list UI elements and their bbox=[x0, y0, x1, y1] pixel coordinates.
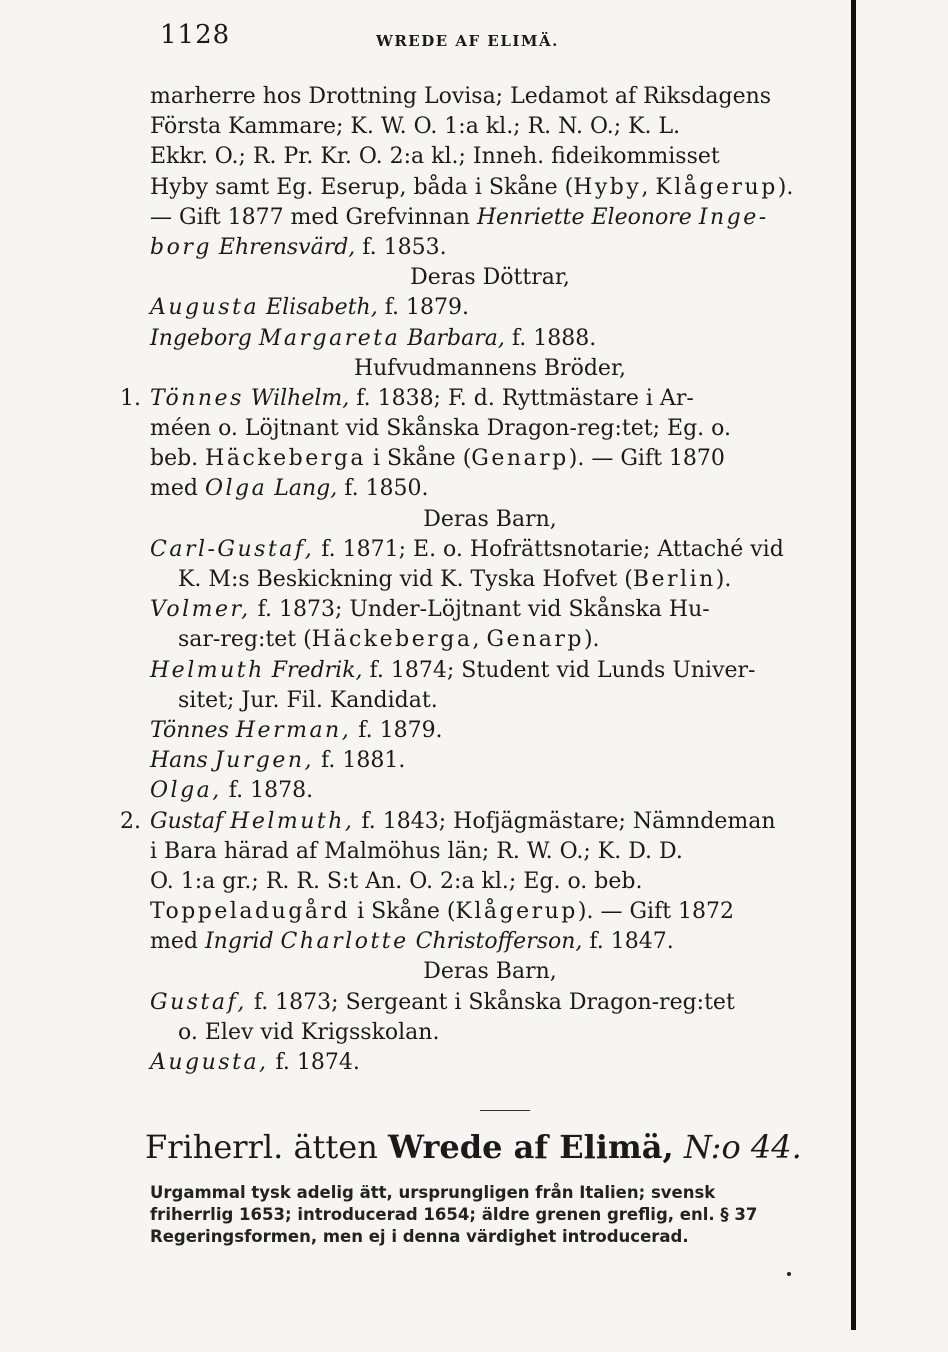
text-line: Hyby samt Eg. Eserup, båda i Skåne (Hyby, Klågerup). bbox=[150, 174, 794, 200]
section-label: Deras Barn, bbox=[423, 506, 557, 532]
intro-line: Regeringsformen, men ej i denna värdighet introducerad. bbox=[150, 1227, 689, 1246]
text-line: Toppeladugård i Skåne (Klågerup). — Gift 1872 bbox=[150, 899, 735, 925]
text-line: o. Elev vid Krigsskolan. bbox=[178, 1019, 440, 1045]
text-line: med Ingrid Charlotte Christofferson, f. 1847. bbox=[150, 929, 674, 955]
person-entry: Helmuth Fredrik, f. 1874; Student vid Lunds Univer- bbox=[150, 657, 756, 683]
section-label: Deras Barn, bbox=[423, 959, 557, 985]
text-line: O. 1:a gr.; R. R. S:t An. O. 2:a kl.; Eg. o. beb. bbox=[150, 868, 643, 894]
intro-line: Urgammal tysk adelig ätt, ursprungligen från Italien; svensk bbox=[150, 1183, 716, 1202]
person-entry: Carl-Gustaf, f. 1871; E. o. Hofrättsnotarie; Attaché vid bbox=[150, 536, 784, 562]
person-entry: Augusta, f. 1874. bbox=[150, 1050, 360, 1075]
text-line: Ekkr. O.; R. Pr. Kr. O. 2:a kl.; Inneh. fideikommisset bbox=[150, 144, 720, 170]
person-entry: 2. Gustaf Helmuth, f. 1843; Hofjägmästare; Nämndeman bbox=[120, 808, 776, 834]
text-line: sitet; Jur. Fil. Kandidat. bbox=[178, 687, 438, 713]
person-entry: Hans Jurgen, f. 1881. bbox=[150, 748, 406, 774]
page-header bbox=[160, 20, 600, 60]
section-label: Hufvudmannens Bröder, bbox=[353, 355, 627, 381]
running-title: WREDE AF ELIMÄ. bbox=[376, 32, 559, 50]
section-divider bbox=[480, 1110, 530, 1111]
person-entry: Augusta Elisabeth, f. 1879. bbox=[150, 295, 470, 321]
person-entry: Volmer, f. 1873; Under-Löjtnant vid Skånska Hu- bbox=[150, 597, 710, 623]
page-number: 1128 bbox=[160, 20, 231, 50]
text-line: beb. Häckeberga i Skåne (Genarp). — Gift 1870 bbox=[150, 446, 725, 472]
text-line: — Gift 1877 med Grefvinnan Henriette Eleonore Inge- bbox=[150, 204, 769, 230]
text-line: marherre hos Drottning Lovisa; Ledamot af Riksdagens bbox=[150, 84, 772, 109]
section-label: Deras Döttrar, bbox=[410, 265, 570, 291]
text-line: i Bara härad af Malmöhus län; R. W. O.; K. D. D. bbox=[150, 838, 683, 864]
person-entry: Ingeborg Margareta Barbara, f. 1888. bbox=[150, 325, 597, 351]
genealogy-text bbox=[120, 82, 830, 1078]
person-entry: Tönnes Herman, f. 1879. bbox=[150, 717, 443, 743]
section-heading: Friherrl. ätten Wrede af Elimä, N:o 44. bbox=[145, 1128, 802, 1166]
text-line: med Olga Lang, f. 1850. bbox=[150, 476, 429, 502]
intro-line: friherrlig 1653; introducerad 1654; äldre grenen greflig, enl. § 37 bbox=[150, 1205, 758, 1224]
person-entry: Gustaf, f. 1873; Sergeant i Skånska Dragon-reg:tet bbox=[150, 989, 735, 1015]
print-speck bbox=[787, 1272, 791, 1276]
binding-edge-line bbox=[851, 0, 856, 1330]
section-intro bbox=[150, 1182, 830, 1248]
text-line: K. M:s Beskickning vid K. Tyska Hofvet (Berlin). bbox=[178, 567, 732, 592]
person-entry: 1. Tönnes Wilhelm, f. 1838; F. d. Ryttmästare i Ar- bbox=[120, 385, 694, 411]
text-line: borg Ehrensvärd, f. 1853. bbox=[150, 234, 447, 260]
text-line: méen o. Löjtnant vid Skånska Dragon-reg:tet; Eg. o. bbox=[150, 416, 731, 442]
person-entry: Olga, f. 1878. bbox=[150, 778, 314, 804]
text-line: Första Kammare; K. W. O. 1:a kl.; R. N. O.; K. L. bbox=[150, 114, 681, 140]
text-line: sar-reg:tet (Häckeberga, Genarp). bbox=[178, 627, 600, 653]
